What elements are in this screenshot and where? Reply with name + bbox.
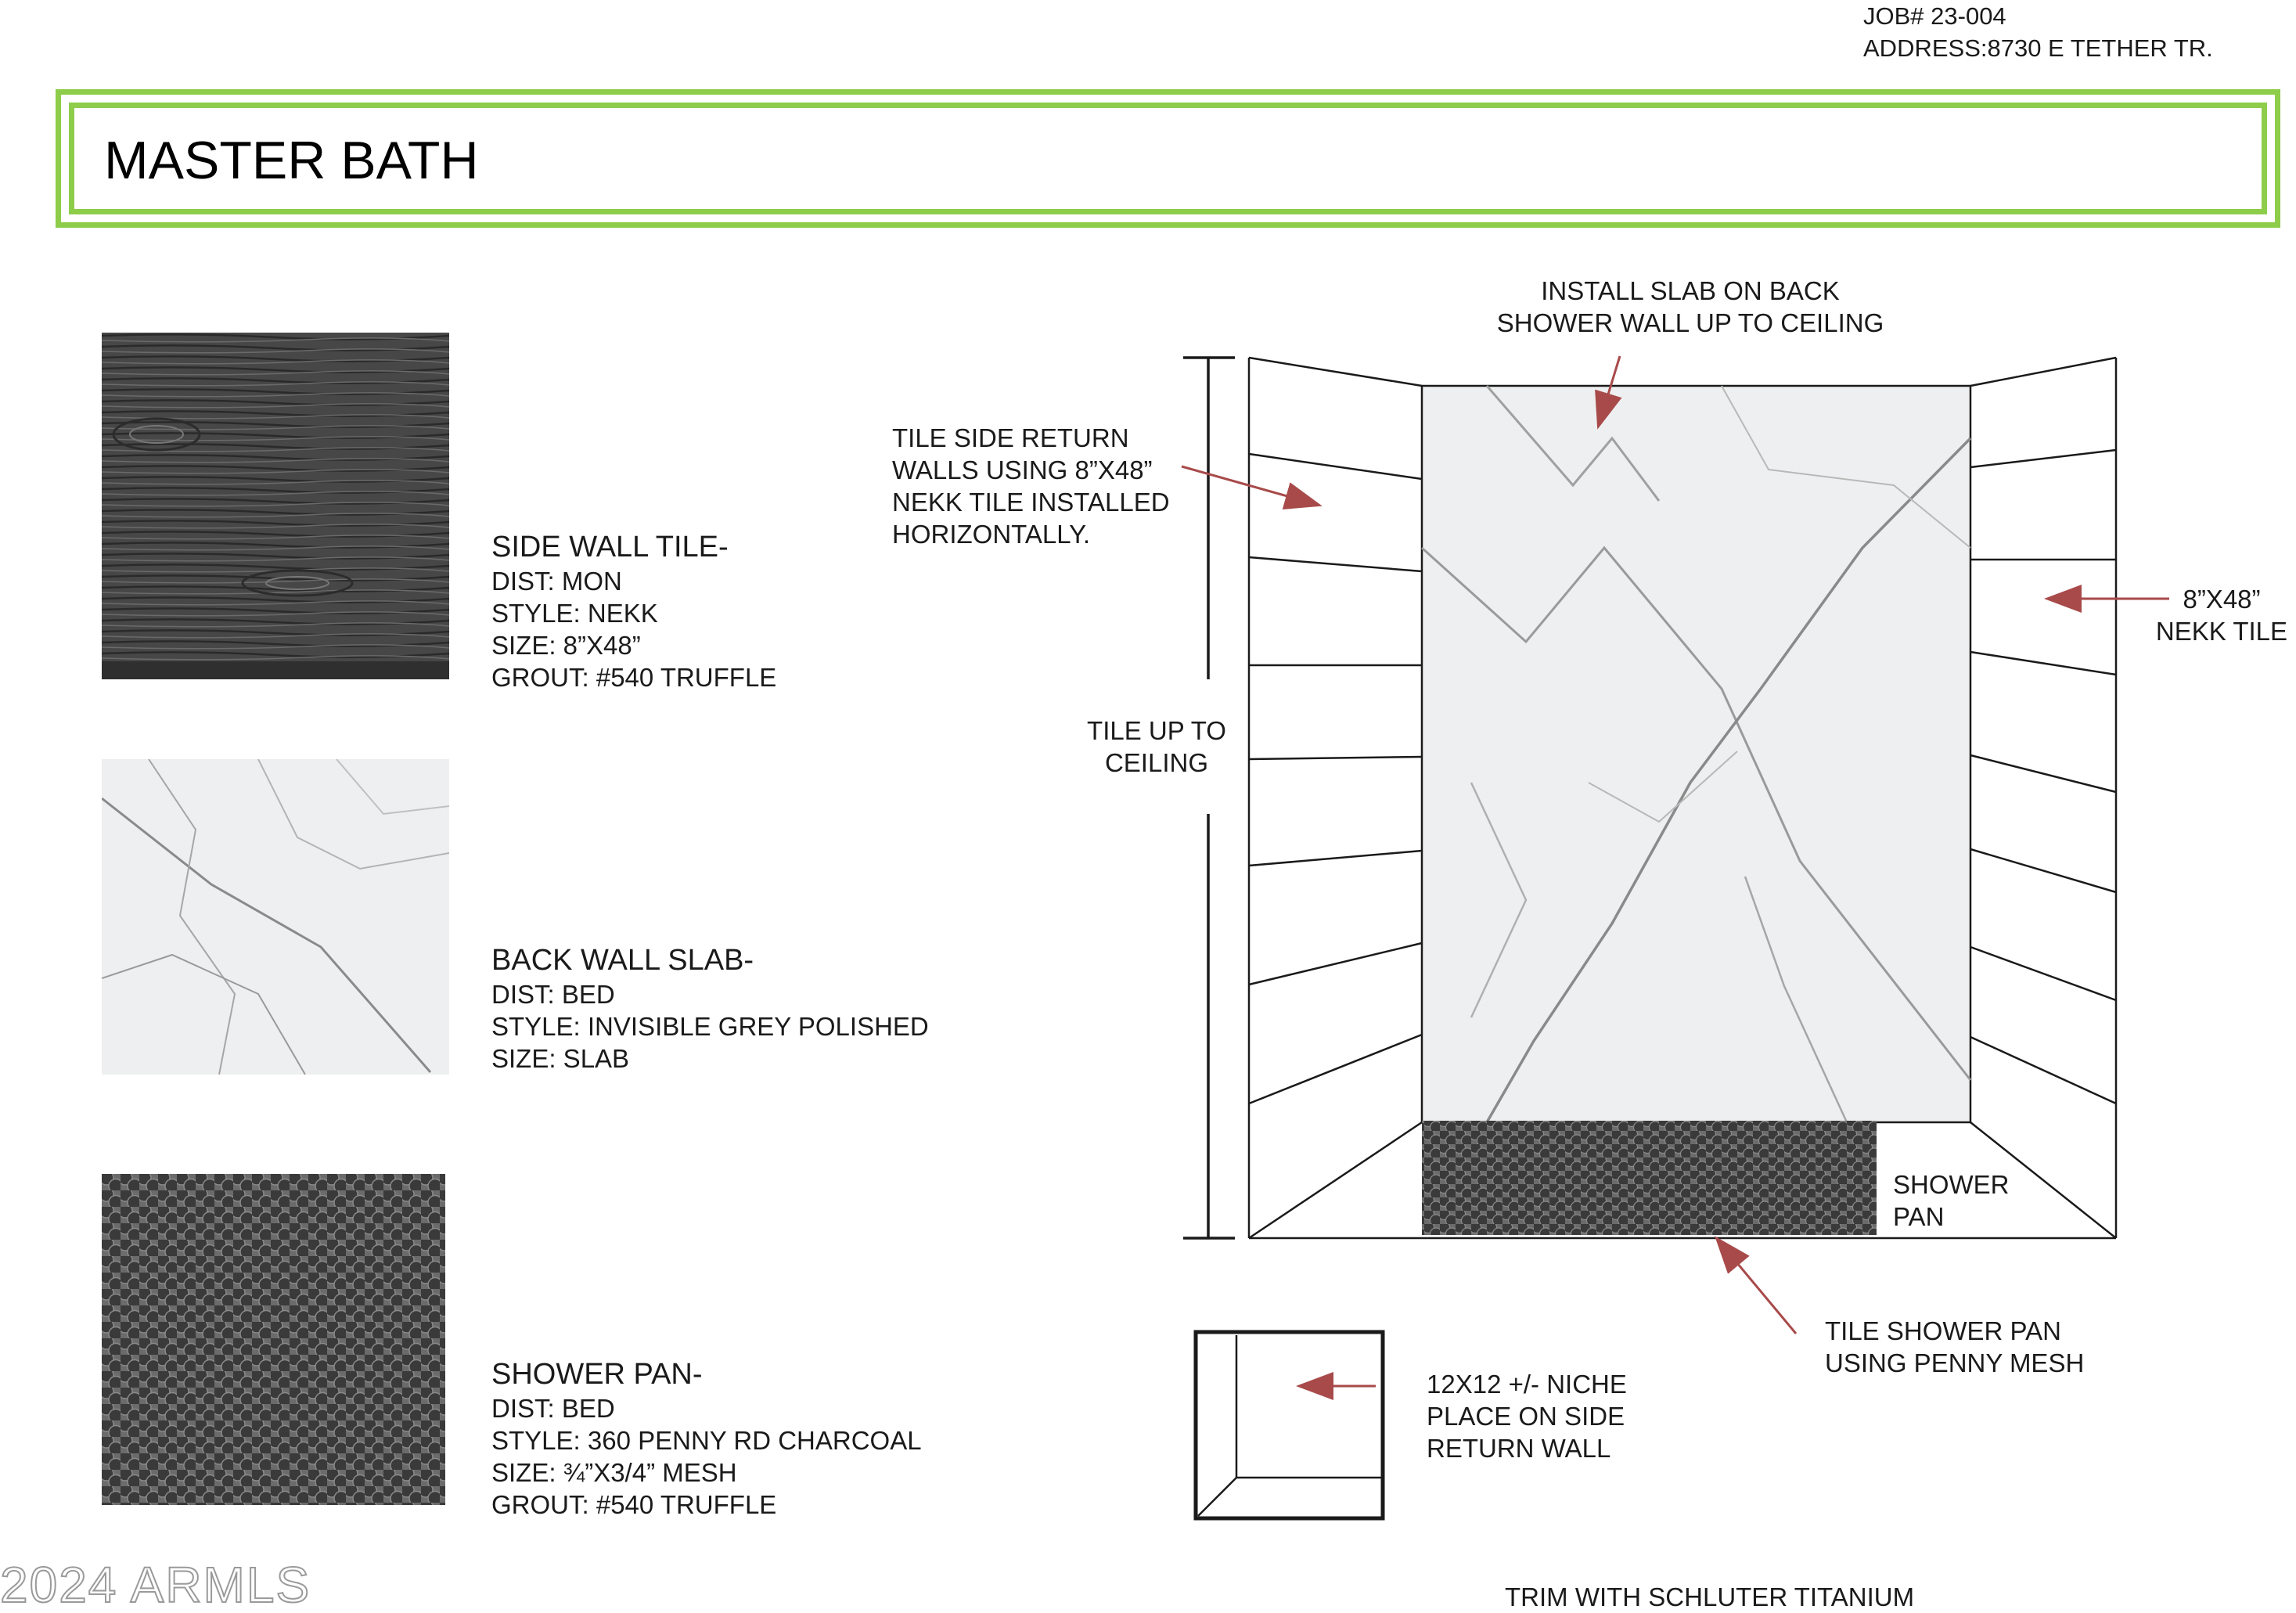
spec-line: DIST: BED <box>491 980 615 1009</box>
note-shower-pan <box>1893 1168 2010 1233</box>
note-line: RETURN WALL <box>1427 1434 1611 1463</box>
note-line: SHOWER WALL UP TO CEILING <box>1496 308 1884 337</box>
spec-heading: BACK WALL SLAB- <box>491 944 754 977</box>
note-line: TILE SHOWER PAN <box>1825 1316 2061 1345</box>
note-line: PAN <box>1893 1202 1945 1231</box>
shower-pan-mesh <box>1422 1121 1877 1235</box>
spec-heading: SHOWER PAN- <box>491 1358 703 1391</box>
spec-line: STYLE: NEKK <box>491 599 658 628</box>
note-line: NEKK TILE <box>2155 617 2288 646</box>
note-line: PLACE ON SIDE <box>1427 1402 1625 1431</box>
note-tile-up-to-ceiling <box>1071 715 1243 779</box>
spec-line: STYLE: INVISIBLE GREY POLISHED <box>491 1012 929 1041</box>
spec-line: DIST: BED <box>491 1394 615 1423</box>
note-line: WALLS USING 8”X48” <box>892 455 1153 484</box>
note-line: CEILING <box>1104 748 1209 777</box>
note-niche <box>1427 1368 1627 1464</box>
spec-line: DIST: MON <box>491 567 622 596</box>
spec-line: STYLE: 360 PENNY RD CHARCOAL <box>491 1426 922 1455</box>
note-line: TILE SIDE RETURN <box>892 423 1129 452</box>
note-install-slab <box>1479 275 1902 339</box>
note-side-return <box>892 422 1170 550</box>
note-line: 12X12 +/- NICHE <box>1427 1370 1627 1399</box>
note-trim: TRIM WITH SCHLUTER TITANIUM <box>1505 1582 1915 1611</box>
note-pan-mesh <box>1825 1315 2084 1379</box>
note-line: USING PENNY MESH <box>1825 1348 2085 1377</box>
note-line: TILE UP TO <box>1087 716 1226 745</box>
page-title: MASTER BATH <box>104 131 479 190</box>
note-tile-size <box>2147 583 2296 647</box>
left-return-wall <box>1249 358 1422 1238</box>
note-line: INSTALL SLAB ON BACK <box>1541 276 1840 305</box>
job-address: ADDRESS:8730 E TETHER TR. <box>1863 34 2213 62</box>
job-number: JOB# 23-004 <box>1863 2 2006 30</box>
spec-line: SIZE: ¾”X3/4” MESH <box>491 1458 737 1487</box>
back-wall-slab <box>1422 386 1970 1122</box>
spec-line: GROUT: #540 TRUFFLE <box>491 1490 777 1519</box>
spec-line: GROUT: #540 TRUFFLE <box>491 663 777 692</box>
niche-drawing <box>1196 1332 1383 1518</box>
spec-line: SIZE: SLAB <box>491 1044 630 1073</box>
note-line: SHOWER <box>1893 1170 2010 1199</box>
note-line: NEKK TILE INSTALLED <box>892 488 1170 517</box>
copyright-watermark: 2024 ARMLS <box>0 1557 311 1613</box>
note-line: HORIZONTALLY. <box>892 520 1091 549</box>
spec-line: SIZE: 8”X48” <box>491 631 641 660</box>
note-line: 8”X48” <box>2183 585 2261 614</box>
spec-heading: SIDE WALL TILE- <box>491 531 729 563</box>
ceiling-dimension <box>1183 358 1235 1238</box>
